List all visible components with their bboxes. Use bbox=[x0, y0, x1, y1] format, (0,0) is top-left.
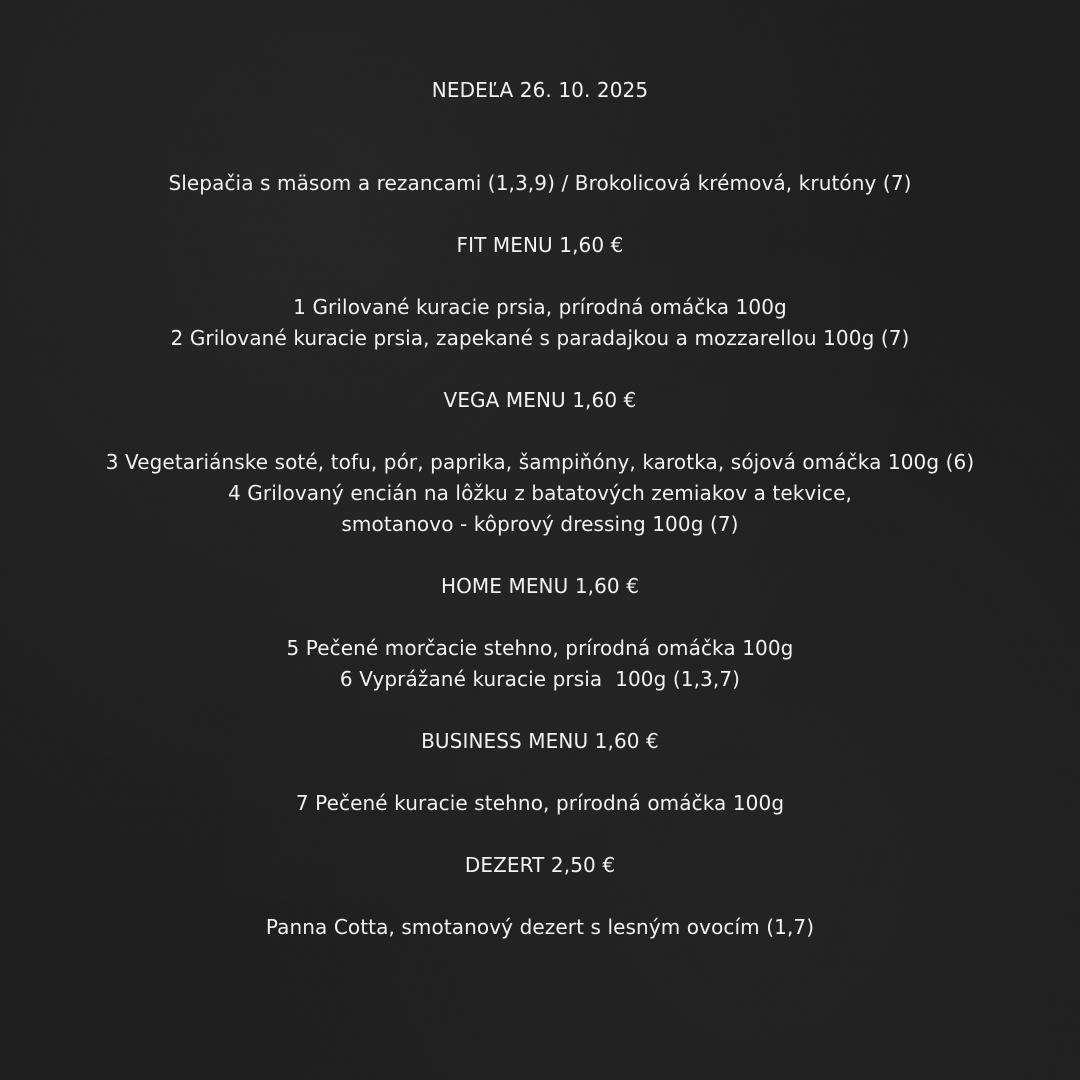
vega-menu-item-continued: smotanovo - kôprový dressing 100g (7) bbox=[341, 512, 739, 536]
vega-menu-heading: VEGA MENU 1,60 € bbox=[443, 388, 637, 412]
home-menu-item: 6 Vyprážané kuracie prsia 100g (1,3,7) bbox=[339, 667, 741, 691]
date-heading: NEDEĽA 26. 10. 2025 bbox=[431, 78, 649, 102]
vega-menu-item: 3 Vegetariánske soté, tofu, pór, paprika, šampiňóny, karotka, sójová omáčka 100g (6) bbox=[105, 450, 975, 474]
business-menu-item: 7 Pečené kuracie stehno, prírodná omáčka 100g bbox=[295, 791, 785, 815]
home-menu-heading: HOME MENU 1,60 € bbox=[440, 574, 640, 598]
soup-line: Slepačia s mäsom a rezancami (1,3,9) / Brokolicová krémová, krutóny (7) bbox=[168, 171, 912, 195]
business-menu-heading: BUSINESS MENU 1,60 € bbox=[421, 729, 659, 753]
home-menu-item: 5 Pečené morčacie stehno, prírodná omáčka 100g bbox=[286, 636, 794, 660]
fit-menu-item: 1 Grilované kuracie prsia, prírodná omáčka 100g bbox=[293, 295, 787, 319]
dessert-heading: DEZERT 2,50 € bbox=[464, 853, 616, 877]
dessert-item: Panna Cotta, smotanový dezert s lesným ovocím (1,7) bbox=[265, 915, 815, 939]
fit-menu-item: 2 Grilované kuracie prsia, zapekané s paradajkou a mozzarellou 100g (7) bbox=[170, 326, 910, 350]
vega-menu-item: 4 Grilovaný encián na lôžku z batatových zemiakov a tekvice, bbox=[228, 481, 852, 505]
fit-menu-heading: FIT MENU 1,60 € bbox=[456, 233, 624, 257]
